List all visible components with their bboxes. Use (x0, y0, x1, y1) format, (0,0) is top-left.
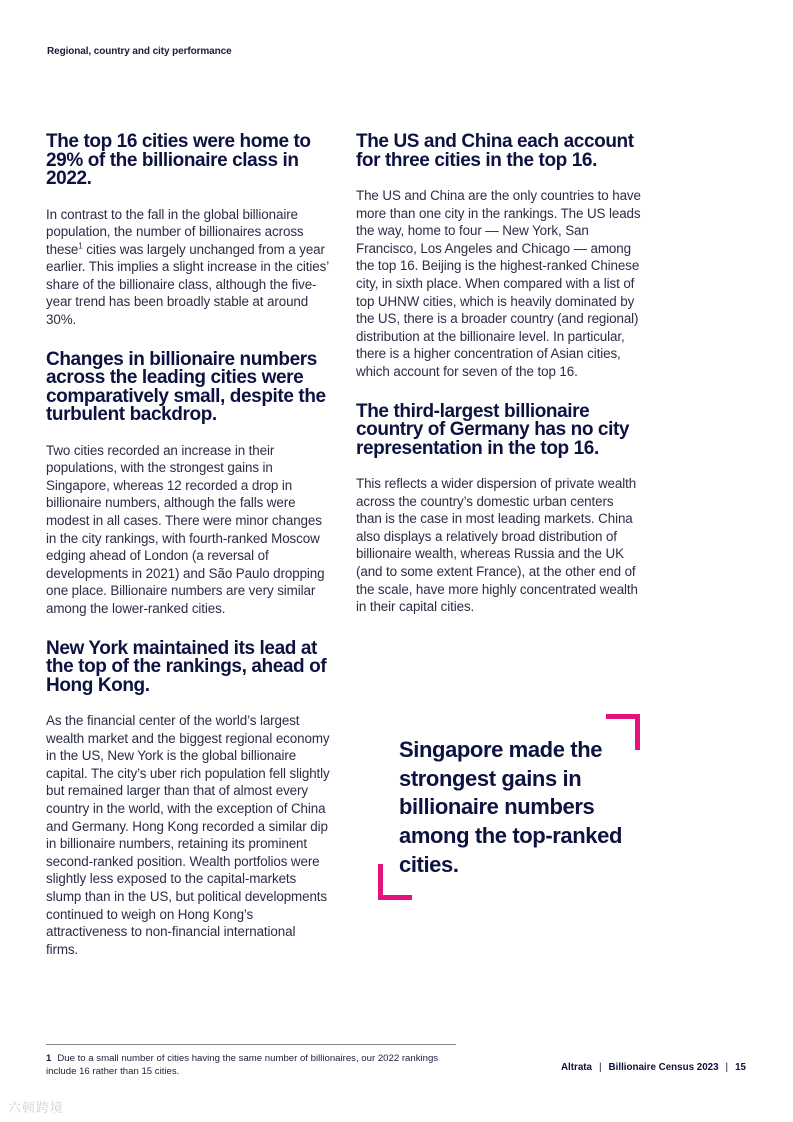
footnote-divider (46, 1044, 456, 1045)
page-number: 15 (735, 1062, 746, 1073)
watermark: 六顿跨境 (8, 1100, 65, 1115)
paragraph-text: In contrast to the fall in the global billionaire population, the number of billionaires across these (46, 206, 304, 257)
footer-publication: Billionaire Census 2023 (608, 1062, 719, 1073)
paragraph-new-york-lead: As the financial center of the world’s largest wealth market and the biggest regional economy in the US, New York is the global billionaire capital. The city’s uber rich population fell slightly but remained larger than that of almost every country in the world, with the exception of China and Germany. Hong Kong recorded a similar dip in billionaire numbers, retaining its prominent second-ranked position. Wealth portfolios were slightly less exposed to the capital-markets slump than in the US, but political developments continued to weigh on Hong Kong’s attractiveness to non-financial international firms. (46, 713, 330, 957)
right-column (356, 133, 641, 638)
left-column (46, 133, 331, 980)
heading-top-16-cities: The top 16 cities were home to 29% of the billionaire class in 2022. (46, 131, 311, 189)
paragraph-top-16-cities (46, 206, 331, 329)
section-label: Regional, country and city performance (47, 46, 232, 57)
paragraph-us-china: The US and China are the only countries to have more than one city in the rankings. The US leads the way, home to four — New York, San Francisco, Los Angeles and Chicago — among the top 16. Beijing is the highest-ranked Chinese city, in sixth place. When compared with a list of top UHNW cities, which is heavily dominated by the US, there is a broader country (and regional) distribution at the billionaire level. In particular, there is a higher concentration of Asian cities, which account for seven of the top 16. (356, 188, 641, 379)
pull-quote (378, 714, 640, 900)
heading-germany: The third-largest billionaire country of Germany has no city representation in the top 16. (356, 400, 630, 459)
footnote (46, 1053, 466, 1078)
footer-brand: Altrata (560, 1062, 592, 1073)
footnote-text: Due to a small number of cities having the same number of billionaires, our 2022 rankings include 16 rather than 15 cities. (46, 1053, 439, 1077)
heading-us-china: The US and China each account for three cities in the top 16. (356, 131, 634, 171)
bracket-bottom-left-icon (378, 864, 412, 900)
footer-separator: | (725, 1062, 729, 1073)
paragraph-changes-billionaire-numbers: Two cities recorded an increase in their populations, with the strongest gains in Singapore, whereas 12 recorded a drop in billionaire numbers, although the falls were modest in all cases. There were minor changes in the city rankings, with fourth-ranked Moscow edging ahead of London (a reversal of developments in 2021) and São Paulo dropping one place. Billionaire numbers are very similar among the lower-ranked cities. (46, 442, 325, 616)
heading-new-york-lead: New York maintained its lead at the top of the rankings, ahead of Hong Kong. (46, 637, 327, 696)
footer-separator: | (599, 1062, 602, 1073)
paragraph-text: cities was largely unchanged from a year earlier. This implies a slight increase in the cities’ share of the billionaire class, although the five-year trend has been broadly stable at around 30%. (46, 241, 329, 328)
page-footer (561, 1062, 746, 1073)
pull-quote-text: Singapore made the strongest gains in billionaire numbers among the top-ranked cities. (399, 737, 623, 877)
footnote-ref: 1 (78, 241, 83, 251)
footnote-number: 1 (46, 1053, 52, 1064)
heading-changes-billionaire-numbers: Changes in billionaire numbers across the leading cities were comparatively small, despite the turbulent backdrop. (46, 348, 326, 426)
paragraph-germany: This reflects a wider dispersion of private wealth across the country’s domestic urban centers than is the case in most leading markets. China also displays a relatively broad distribution of billionaire wealth, whereas Russia and the UK (and to some extent France), at the other end of the scale, have more highly concentrated wealth in their capital cities. (356, 476, 638, 615)
